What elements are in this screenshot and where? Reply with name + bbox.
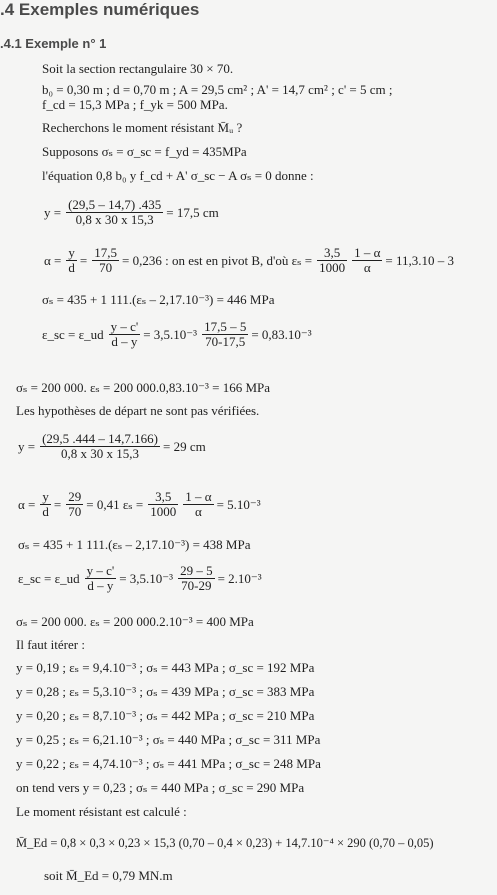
alpha2-frac-alpha <box>183 490 213 519</box>
esc1-gd: 70-17,5 <box>205 334 246 349</box>
iteration-1: y = 0,19 ; εₛ = 9,4.10⁻³ ; σₛ = 443 MPa ; σ_sc = 192 MPa <box>16 660 315 675</box>
sigma-s2-line: σₛ = 200 000. εₛ = 200 000.2.10⁻³ = 400 MPa <box>16 614 254 629</box>
alpha1-lhs: α = <box>44 252 62 268</box>
med-result-line: soit M̄_Ed = 0,79 MN.m <box>44 868 173 883</box>
iterer-line: Il faut itérer : <box>16 637 85 652</box>
esc1-gn: 17,5 – 5 <box>204 319 247 334</box>
alpha1-frac-alpha <box>352 246 382 275</box>
med-formula-line: M̄_Ed = 0,8 × 0,3 × 0,23 × 15,3 (0,70 – 0,4 × 0,23) + 14,7.10⁻⁴ × 290 (0,70 – 0,05) <box>16 836 434 850</box>
iteration-5: y = 0,22 ; εₛ = 4,74.10⁻³ ; σₛ = 441 MPa ; σ_sc = 248 MPa <box>16 756 321 771</box>
y2-result: = 29 cm <box>163 438 206 454</box>
alpha1-frac-val <box>92 246 119 275</box>
alpha2-mid: = 0,41 εₛ = <box>86 496 144 512</box>
alpha2-d: d <box>42 504 49 519</box>
esc2-mid: = 3,5.10⁻³ <box>119 570 174 586</box>
alpha2-frac-yd <box>40 490 51 519</box>
y2-den: 0,8 x 30 x 15,3 <box>61 446 140 461</box>
alpha2-num: 29 <box>68 489 82 504</box>
esc2-result: = 2.10⁻³ <box>217 570 262 586</box>
sigma1-line: σₛ = 435 + 1 111.(εₛ – 2,17.10⁻³) = 446 MPa <box>42 292 275 307</box>
y2-fraction <box>40 432 160 461</box>
moment-calc-line: Le moment résistant est calculé : <box>16 804 187 819</box>
data-line-2: f_cd = 15,3 MPa ; f_yk = 500 MPa. <box>42 97 228 112</box>
alpha1-result: = 0,236 : on est en pivot B, d'où εₛ = <box>122 252 313 268</box>
alpha2-frac-35 <box>148 490 178 519</box>
esc2-frac-yc <box>85 564 117 593</box>
alpha2-end: = 5.10⁻³ <box>216 496 261 512</box>
equation-line: l'équation 0,8 b₀ y f_cd + A' σ_sc − A σₛ = 0 donne : <box>42 168 314 183</box>
alpha1-y: y <box>68 245 75 260</box>
alpha2-f2n: 1 – α <box>185 489 212 504</box>
alpha2-eq: = <box>53 496 62 512</box>
iteration-4: y = 0,25 ; εₛ = 6,21.10⁻³ ; σₛ = 440 MPa ; σ_sc = 311 MPa <box>16 732 321 747</box>
alpha2-f1n: 3,5 <box>148 490 178 505</box>
alpha1-equation <box>44 246 457 275</box>
recherche-line: Recherchons le moment résistant M̄ᵤ ? <box>42 120 243 135</box>
y1-fraction <box>66 198 163 227</box>
alpha1-frac-35 <box>317 246 347 275</box>
esc1-fd: d – y <box>111 334 138 349</box>
esc2-lhs: ε_sc = ε_ud <box>18 570 80 586</box>
alpha1-f2n: 1 – α <box>354 245 381 260</box>
section-title: .4 Exemples numériques <box>0 0 200 19</box>
intro-text: Soit la section rectangulaire 30 × 70. <box>42 61 234 76</box>
esc1-frac-yc <box>109 320 141 349</box>
alpha2-equation <box>18 490 264 519</box>
esc2-gd: 70-29 <box>181 578 212 593</box>
iteration-2: y = 0,28 ; εₛ = 5,3.10⁻³ ; σₛ = 439 MPa ; σ_sc = 383 MPa <box>16 684 315 699</box>
alpha2-den: 70 <box>68 504 82 519</box>
y1-lhs: y = <box>44 204 62 220</box>
esc1-mid: = 3,5.10⁻³ <box>143 326 198 342</box>
sigma2-line: σₛ = 435 + 1 111.(εₛ – 2,17.10⁻³) = 438 MPa <box>18 537 251 552</box>
alpha2-frac-val <box>66 490 83 519</box>
y1-result: = 17,5 cm <box>166 204 219 220</box>
data-line-1: b₀ = 0,30 m ; d = 0,70 m ; A = 29,5 cm² ; A' = 14,7 cm² ; c' = 5 cm ; <box>42 82 393 97</box>
alpha1-f1d: 1000 <box>319 260 346 275</box>
alpha1-num: 17,5 <box>94 245 117 260</box>
y1-equation <box>44 198 222 227</box>
alpha1-eq: = <box>79 252 88 268</box>
esc1-frac-val <box>202 320 248 349</box>
alpha1-end: = 11,3.10 – 3 <box>385 252 454 268</box>
alpha2-f2d: α <box>195 504 202 519</box>
esc2-equation <box>18 564 265 593</box>
y2-lhs: y = <box>18 438 36 454</box>
alpha2-f1d: 1000 <box>150 504 177 519</box>
y1-den: 0,8 x 30 x 15,3 <box>75 212 154 227</box>
alpha2-y: y <box>42 489 49 504</box>
esc1-fn: y – c' <box>110 319 139 334</box>
supposons-line: Supposons σₛ = σ_sc = f_yd = 435MPa <box>42 144 247 159</box>
esc1-result: = 0,83.10⁻³ <box>251 326 312 342</box>
hypotheses-line: Les hypothèses de départ ne sont pas vérifiées. <box>16 403 260 418</box>
esc2-frac-val <box>178 564 215 593</box>
alpha1-f2d: α <box>363 260 371 275</box>
alpha2-lhs: α = <box>18 496 36 512</box>
tend-line: on tend vers y = 0,23 ; σₛ = 440 MPa ; σ_sc = 290 MPa <box>16 780 305 795</box>
y2-equation <box>18 432 209 461</box>
y1-num: (29,5 – 14,7) .435 <box>68 197 162 212</box>
alpha1-frac-yd <box>66 246 77 275</box>
sigma-s1-line: σₛ = 200 000. εₛ = 200 000.0,83.10⁻³ = 166 MPa <box>16 380 271 395</box>
esc1-equation <box>42 320 315 349</box>
alpha1-f1n: 3,5 <box>317 246 347 261</box>
y2-num: (29,5 .444 – 14,7.166) <box>42 431 159 446</box>
esc2-fn: y – c' <box>86 563 115 578</box>
iteration-3: y = 0,20 ; εₛ = 8,7.10⁻³ ; σₛ = 442 MPa ; σ_sc = 210 MPa <box>16 708 315 723</box>
esc1-lhs: ε_sc = ε_ud <box>42 326 104 342</box>
subsection-title: .4.1 Exemple n° 1 <box>0 36 107 51</box>
alpha1-den: 70 <box>99 260 113 275</box>
esc2-gn: 29 – 5 <box>180 563 213 578</box>
esc2-fd: d – y <box>87 578 114 593</box>
alpha1-d: d <box>68 260 75 275</box>
